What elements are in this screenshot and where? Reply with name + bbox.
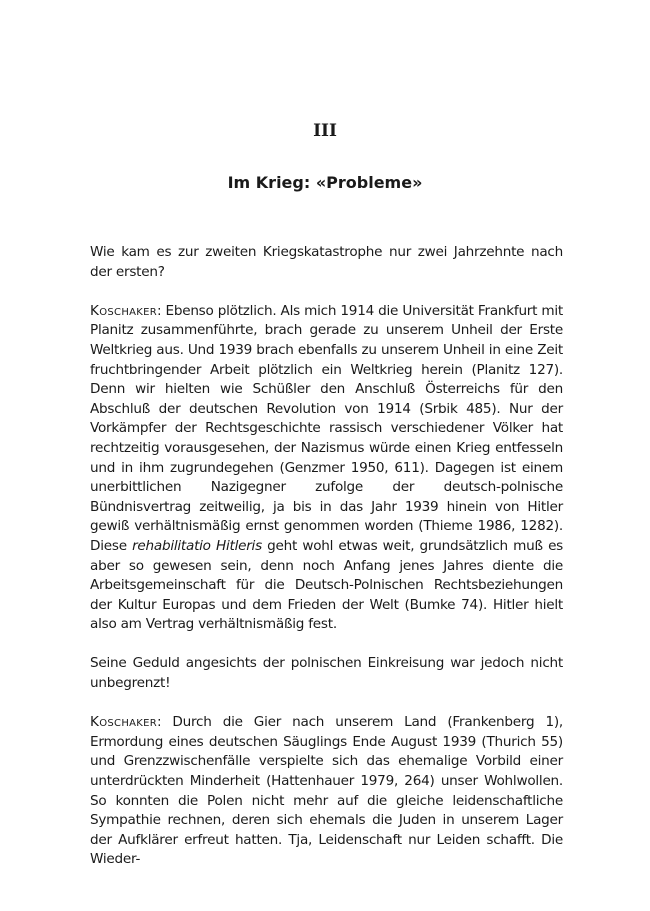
speaker-name: Koschaker <box>90 714 157 731</box>
latin-phrase: rehabilitatio Hitleris <box>132 537 262 554</box>
answer-paragraph <box>90 302 563 635</box>
chapter-number: III <box>313 121 337 141</box>
page-body <box>90 243 563 890</box>
question-paragraph: Wie kam es zur zweiten Kriegskatastrophe nur zwei Jahrzehnte nach der ersten? <box>90 244 563 280</box>
speaker-name: Koschaker <box>90 302 157 319</box>
answer-paragraph <box>90 713 563 870</box>
answer-text-continued: geht wohl etwas weit, grundsätzlich muß es aber so gewesen sein, denn noch Anfang jenes Jahres diente die Arbeitsgemeinschaft für die Deutsch-Polnischen Rechtsbeziehungen der Kultur Europas und dem Frieden der Welt (Bumke 74). Hitler hielt also am Vertrag verhältnismäßig fest. <box>90 537 564 633</box>
question-paragraph: Seine Geduld angesichts der polnischen Einkreisung war jedoch nicht unbegrenzt! <box>90 655 563 692</box>
answer-text: : Durch die Gier nach unserem Land (Frankenberg 1), Ermordung eines deutschen Säuglings Ende August 1939 (Thurich 55) und Grenzzwischenfälle verspielte sich das ehemalige Vorbild einer unterdrückten Minderheit (Hattenhauer 1979, 264) unser Wohlwollen. So konnten die Polen nicht mehr auf die gleiche leidenschaftliche Sympathie rechnen, deren sich ehemals die Juden in unserem Lager der Aufklärer erfreut hatten. Tja, Leidenschaft nur Leiden schafft. Die Wieder- <box>90 714 563 868</box>
answer-text: : Ebenso plötzlich. Als mich 1914 die Universität Frankfurt mit Planitz zusammenführte, brach gerade zu unserem Unheil der Erste Weltkrieg aus. Und 1939 brach ebenfalls zu unserem Unheil in eine Zeit fruchtbringender Arbeit plötzlich ein Weltkrieg herein (Planitz 127). Denn wir hielten wie Schüßler den Anschluß Österreichs für den Abschluß der deutschen Revolution von 1914 (Srbik 485). Nur der Vorkämpfer der Rechtsgeschichte rassisch verschiedener Völker hat rechtzeitig vorausgesehen, der Nazismus würde einen Krieg entfesseln und in ihm zugrundegehen (Genzmer 1950, 611). Dagegen ist einem unerbittlichen Nazigegner zufolge der deutsch-polnische Bündnisvertrag zeitweilig, ja bis in das Jahr 1939 hinein von Hitler gewiß verhältnismäßig ernst genommen worden (Thieme 1986, 1282). Diese <box>90 302 563 554</box>
chapter-title: Im Krieg: «Probleme» <box>227 173 423 192</box>
